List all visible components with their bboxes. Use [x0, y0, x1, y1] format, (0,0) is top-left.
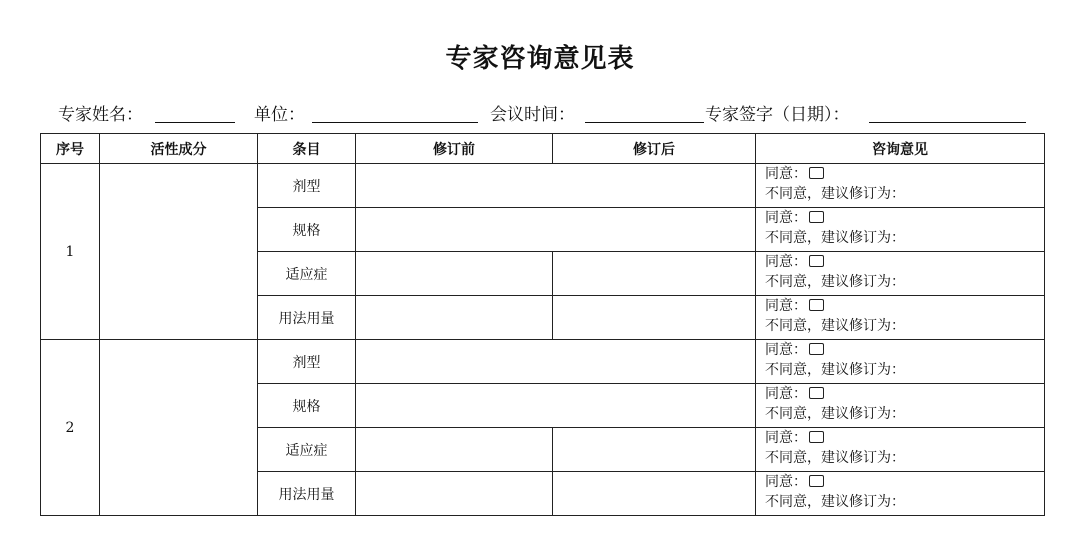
- seq-cell: 1: [41, 164, 100, 340]
- header-opinion: 咨询意见: [756, 134, 1045, 164]
- agree-label: 同意：: [765, 342, 807, 358]
- agree-label: 同意：: [765, 386, 807, 402]
- revision-merged-cell[interactable]: [356, 208, 756, 252]
- item-cell: 剂型: [258, 164, 356, 208]
- disagree-label: 不同意，建议修订为：: [765, 230, 905, 246]
- table-row: [41, 340, 1045, 384]
- agree-checkbox[interactable]: [809, 387, 824, 399]
- item-cell: 用法用量: [258, 296, 356, 340]
- opinion-cell: [756, 164, 1045, 208]
- opinion-cell: [756, 208, 1045, 252]
- disagree-label: 不同意，建议修订为：: [765, 274, 905, 290]
- item-cell: 剂型: [258, 340, 356, 384]
- header-item: 条目: [258, 134, 356, 164]
- agree-label: 同意：: [765, 474, 807, 490]
- header-after-revision: 修订后: [553, 134, 756, 164]
- agree-label: 同意：: [765, 254, 807, 270]
- disagree-label: 不同意，建议修订为：: [765, 450, 905, 466]
- form-title: 专家咨询意见表: [445, 44, 635, 74]
- active-ingredient-cell[interactable]: [100, 340, 258, 516]
- after-revision-cell[interactable]: [553, 296, 756, 340]
- revision-merged-cell[interactable]: [356, 384, 756, 428]
- agree-label: 同意：: [765, 298, 807, 314]
- agree-checkbox[interactable]: [809, 167, 824, 179]
- header-before-revision: 修订前: [356, 134, 553, 164]
- agree-checkbox[interactable]: [809, 255, 824, 267]
- agree-checkbox[interactable]: [809, 343, 824, 355]
- agree-label: 同意：: [765, 430, 807, 446]
- revision-merged-cell[interactable]: [356, 340, 756, 384]
- item-cell: 用法用量: [258, 472, 356, 516]
- item-cell: 规格: [258, 208, 356, 252]
- before-revision-cell[interactable]: [356, 472, 553, 516]
- header-seq: 序号: [41, 134, 100, 164]
- revision-merged-cell[interactable]: [356, 164, 756, 208]
- before-revision-cell[interactable]: [356, 252, 553, 296]
- before-revision-cell[interactable]: [356, 296, 553, 340]
- unit-label: 单位：: [254, 105, 305, 125]
- after-revision-cell[interactable]: [553, 252, 756, 296]
- opinion-cell: [756, 384, 1045, 428]
- disagree-label: 不同意，建议修订为：: [765, 362, 905, 378]
- info-row: [0, 98, 1080, 126]
- item-cell: 适应症: [258, 252, 356, 296]
- opinion-cell: [756, 252, 1045, 296]
- after-revision-cell[interactable]: [553, 472, 756, 516]
- opinion-cell: [756, 296, 1045, 340]
- opinion-cell: [756, 340, 1045, 384]
- disagree-label: 不同意，建议修订为：: [765, 406, 905, 422]
- consultation-table: [40, 133, 1045, 516]
- opinion-cell: [756, 428, 1045, 472]
- signature-label: 专家签字（日期）：: [705, 105, 850, 125]
- opinion-cell: [756, 472, 1045, 516]
- meeting-time-label: 会议时间：: [490, 105, 575, 125]
- item-cell: 适应症: [258, 428, 356, 472]
- meeting-time-field[interactable]: [585, 122, 704, 123]
- agree-checkbox[interactable]: [809, 431, 824, 443]
- table-row: [41, 164, 1045, 208]
- agree-label: 同意：: [765, 210, 807, 226]
- agree-checkbox[interactable]: [809, 299, 824, 311]
- disagree-label: 不同意，建议修订为：: [765, 318, 905, 334]
- agree-label: 同意：: [765, 166, 807, 182]
- after-revision-cell[interactable]: [553, 428, 756, 472]
- signature-field[interactable]: [869, 122, 1026, 123]
- expert-name-label: 专家姓名：: [58, 105, 143, 125]
- header-active-ingredient: 活性成分: [100, 134, 258, 164]
- seq-cell: 2: [41, 340, 100, 516]
- active-ingredient-cell[interactable]: [100, 164, 258, 340]
- disagree-label: 不同意，建议修订为：: [765, 494, 905, 510]
- expert-name-field[interactable]: [155, 122, 235, 123]
- before-revision-cell[interactable]: [356, 428, 553, 472]
- table-header-row: [41, 134, 1045, 164]
- disagree-label: 不同意，建议修订为：: [765, 186, 905, 202]
- item-cell: 规格: [258, 384, 356, 428]
- agree-checkbox[interactable]: [809, 475, 824, 487]
- unit-field[interactable]: [312, 122, 478, 123]
- agree-checkbox[interactable]: [809, 211, 824, 223]
